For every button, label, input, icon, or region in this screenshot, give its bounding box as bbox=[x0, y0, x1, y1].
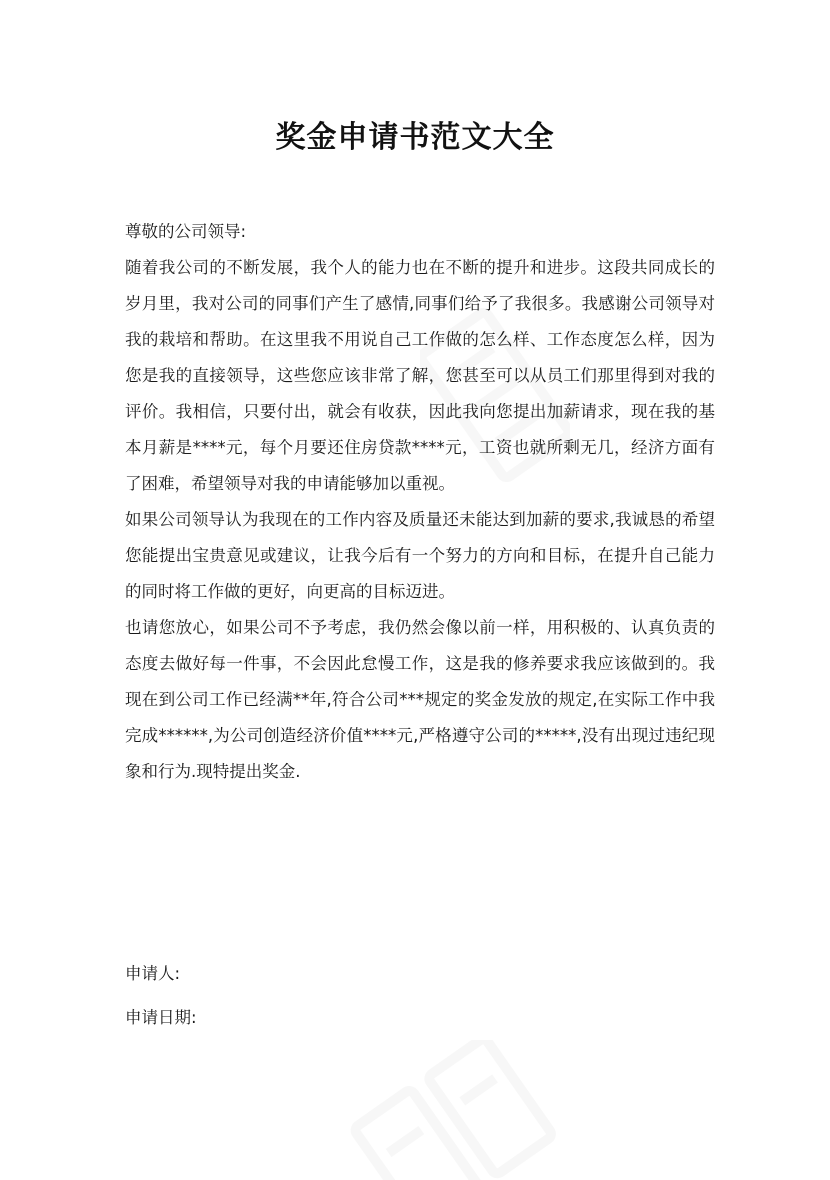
paragraph-1: 随着我公司的不断发展，我个人的能力也在不断的提升和进步。这段共同成长的岁月里，我对公司的同事们产生了感情,同事们给予了我很多。我感谢公司领导对我的栽培和帮助。在这里我不用说自己工作做的怎么样、工作态度怎么样，因为您是我的直接领导，这些您应该非常了解，您甚至可以从员工们那里得到对我的评价。我相信，只要付出，就会有收获，因此我向您提出加薪请求，现在我的基本月薪是****元，每个月要还住房贷款****元，工资也就所剩无几，经济方面有了困难，希望领导对我的申请能够加以重视。 bbox=[125, 258, 715, 493]
watermark-icon bbox=[320, 1040, 580, 1180]
date-label: 申请日期: bbox=[125, 1008, 197, 1027]
salutation: 尊敬的公司领导: bbox=[125, 222, 247, 241]
document-title: 奖金申请书范文大全 bbox=[275, 120, 555, 155]
letter-body bbox=[125, 214, 715, 790]
paragraph-3: 也请您放心，如果公司不予考虑，我仍然会像以前一样，用积极的、认真负责的态度去做好每一件事，不会因此怠慢工作，这是我的修养要求我应该做到的。我现在到公司工作已经满**年,符合公司***规定的奖金发放的规定,在实际工作中我完成******,为公司创造经济价值****元,严格遵守公司的*****,没有出现过违纪现象和行为.现特提出奖金. bbox=[125, 618, 715, 781]
signature-block bbox=[125, 952, 525, 1040]
paragraph-2: 如果公司领导认为我现在的工作内容及质量还未能达到加薪的要求,我诚恳的希望您能提出宝贵意见或建议，让我今后有一个努力的方向和目标，在提升自己能力的同时将工作做的更好，向更高的目标迈进。 bbox=[125, 510, 715, 601]
applicant-label: 申请人: bbox=[125, 964, 181, 983]
